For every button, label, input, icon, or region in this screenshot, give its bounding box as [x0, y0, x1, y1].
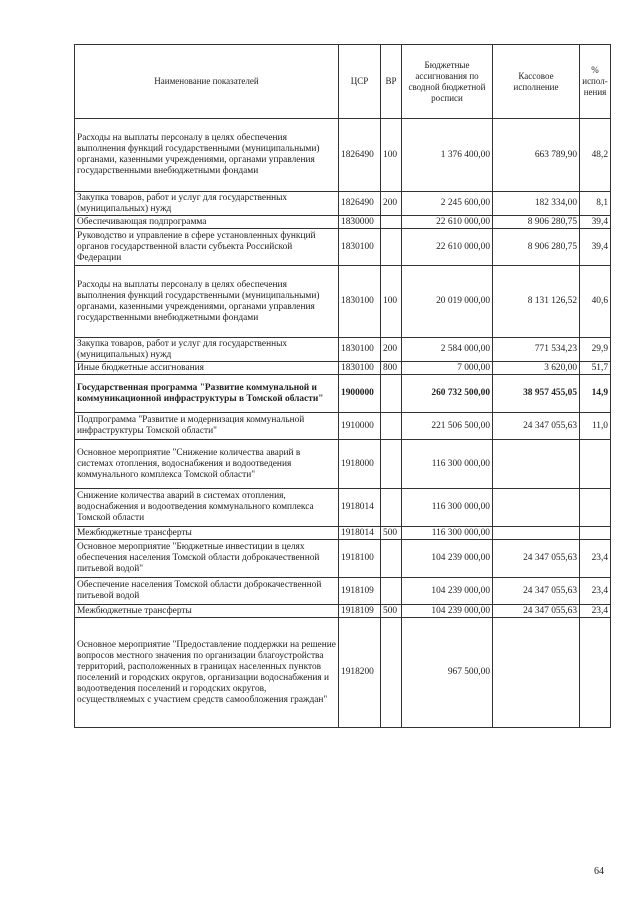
row-percent	[580, 618, 611, 728]
row-cash: 24 347 055,63	[493, 413, 580, 440]
table-row	[75, 413, 611, 440]
table-row	[75, 266, 611, 338]
row-percent: 23,4	[580, 605, 611, 618]
row-cash: 24 347 055,63	[493, 578, 580, 605]
table-row	[75, 489, 611, 527]
row-budget: 967 500,00	[402, 618, 493, 728]
row-cash: 771 534,23	[493, 338, 580, 362]
row-budget: 2 584 000,00	[402, 338, 493, 362]
table-row	[75, 338, 611, 362]
row-csr: 1918109	[339, 605, 381, 618]
row-budget: 116 300 000,00	[402, 527, 493, 540]
row-name: Межбюджетные трансферты	[75, 527, 339, 540]
row-name: Расходы на выплаты персоналу в целях обеспечения выполнения функций государственными (муниципальными) органами, казенными учреждениями, органами управления государственными внебюджетными фондами	[75, 266, 339, 338]
table-row	[75, 229, 611, 266]
row-csr: 1830000	[339, 216, 381, 229]
table-row	[75, 440, 611, 489]
table-row	[75, 362, 611, 375]
row-name: Иные бюджетные ассигнования	[75, 362, 339, 375]
row-vr: 100	[381, 266, 402, 338]
row-cash: 8 131 126,52	[493, 266, 580, 338]
header-cash: Кассовое исполнение	[493, 45, 580, 119]
row-percent	[580, 527, 611, 540]
row-name: Обеспечение населения Томской области доброкачественной питьевой водой	[75, 578, 339, 605]
row-name: Основное мероприятие "Предоставление поддержки на решение вопросов местного значения по организации благоустройства территорий, расположенных в границах населенных пунктов поселений и городских округов, организации водоснабжения и водоотведения поселений и городских округов, осуществляемых с участием средств самообложения граждан"	[75, 618, 339, 728]
row-vr	[381, 618, 402, 728]
row-percent: 29,9	[580, 338, 611, 362]
row-vr	[381, 375, 402, 413]
row-budget: 116 300 000,00	[402, 489, 493, 527]
table-row	[75, 540, 611, 578]
row-percent: 11,0	[580, 413, 611, 440]
row-cash	[493, 618, 580, 728]
row-vr: 200	[381, 192, 402, 216]
row-cash: 24 347 055,63	[493, 605, 580, 618]
row-csr: 1826490	[339, 119, 381, 192]
table-row	[75, 375, 611, 413]
budget-execution-table	[74, 44, 611, 728]
row-vr	[381, 489, 402, 527]
row-vr: 100	[381, 119, 402, 192]
row-budget: 1 376 400,00	[402, 119, 493, 192]
row-csr: 1830100	[339, 266, 381, 338]
row-percent: 39,4	[580, 229, 611, 266]
row-percent: 23,4	[580, 578, 611, 605]
row-cash: 663 789,90	[493, 119, 580, 192]
row-percent: 40,6	[580, 266, 611, 338]
header-csr: ЦСР	[339, 45, 381, 119]
row-vr: 800	[381, 362, 402, 375]
table-row	[75, 527, 611, 540]
table-row	[75, 578, 611, 605]
row-cash: 182 334,00	[493, 192, 580, 216]
row-csr: 1900000	[339, 375, 381, 413]
row-csr: 1830100	[339, 338, 381, 362]
row-budget: 2 245 600,00	[402, 192, 493, 216]
row-budget: 116 300 000,00	[402, 440, 493, 489]
row-vr	[381, 578, 402, 605]
row-name: Основное мероприятие "Снижение количества аварий в системах отопления, водоснабжения и водоотведения коммунального комплекса Томской области"	[75, 440, 339, 489]
row-cash	[493, 440, 580, 489]
row-budget: 104 239 000,00	[402, 578, 493, 605]
row-csr: 1918014	[339, 527, 381, 540]
row-vr	[381, 216, 402, 229]
row-csr: 1918000	[339, 440, 381, 489]
row-csr: 1918109	[339, 578, 381, 605]
row-cash: 38 957 455,05	[493, 375, 580, 413]
header-percent: % испол-нения	[580, 45, 611, 119]
row-budget: 104 239 000,00	[402, 540, 493, 578]
row-name: Закупка товаров, работ и услуг для государственных (муниципальных) нужд	[75, 192, 339, 216]
header-budget: Бюджетные ассигнования по сводной бюджетной росписи	[402, 45, 493, 119]
row-percent: 8,1	[580, 192, 611, 216]
row-name: Подпрограмма "Развитие и модернизация коммунальной инфраструктуры Томской области"	[75, 413, 339, 440]
table-row	[75, 605, 611, 618]
table-header-row	[75, 45, 611, 119]
row-csr: 1830100	[339, 362, 381, 375]
row-name: Снижение количества аварий в системах отопления, водоснабжения и водоотведения коммунального комплекса Томской области	[75, 489, 339, 527]
row-vr	[381, 440, 402, 489]
row-name: Руководство и управление в сфере установленных функций органов государственной власти субъекта Российской Федерации	[75, 229, 339, 266]
row-percent: 14,9	[580, 375, 611, 413]
page-number: 64	[594, 866, 604, 877]
row-vr: 500	[381, 527, 402, 540]
row-name: Расходы на выплаты персоналу в целях обеспечения выполнения функций государственными (муниципальными) органами, казенными учреждениями, органами управления государственными внебюджетными фондами	[75, 119, 339, 192]
row-percent	[580, 489, 611, 527]
row-name: Межбюджетные трансферты	[75, 605, 339, 618]
row-percent	[580, 440, 611, 489]
row-name: Обеспечивающая подпрограмма	[75, 216, 339, 229]
row-vr: 500	[381, 605, 402, 618]
row-cash: 8 906 280,75	[493, 229, 580, 266]
row-name: Основное мероприятие "Бюджетные инвестиции в целях обеспечения населения Томской области доброкачественной питьевой водой"	[75, 540, 339, 578]
row-vr	[381, 229, 402, 266]
row-vr	[381, 540, 402, 578]
row-percent: 39,4	[580, 216, 611, 229]
row-budget: 260 732 500,00	[402, 375, 493, 413]
row-cash: 3 620,00	[493, 362, 580, 375]
row-vr	[381, 413, 402, 440]
row-csr: 1830100	[339, 229, 381, 266]
header-name: Наименование показателей	[75, 45, 339, 119]
table-row	[75, 216, 611, 229]
row-budget: 20 019 000,00	[402, 266, 493, 338]
row-cash: 24 347 055,63	[493, 540, 580, 578]
row-cash	[493, 527, 580, 540]
row-name: Закупка товаров, работ и услуг для государственных (муниципальных) нужд	[75, 338, 339, 362]
row-cash: 8 906 280,75	[493, 216, 580, 229]
row-name: Государственная программа "Развитие коммунальной и коммуникационной инфраструктуры в Томской области"	[75, 375, 339, 413]
row-vr: 200	[381, 338, 402, 362]
row-budget: 22 610 000,00	[402, 229, 493, 266]
row-budget: 221 506 500,00	[402, 413, 493, 440]
row-percent: 23,4	[580, 540, 611, 578]
table-row	[75, 192, 611, 216]
row-budget: 22 610 000,00	[402, 216, 493, 229]
row-csr: 1910000	[339, 413, 381, 440]
row-budget: 7 000,00	[402, 362, 493, 375]
row-csr: 1826490	[339, 192, 381, 216]
row-csr: 1918200	[339, 618, 381, 728]
row-percent: 48,2	[580, 119, 611, 192]
table-row	[75, 119, 611, 192]
row-percent: 51,7	[580, 362, 611, 375]
header-vr: ВР	[381, 45, 402, 119]
row-budget: 104 239 000,00	[402, 605, 493, 618]
row-csr: 1918014	[339, 489, 381, 527]
row-csr: 1918100	[339, 540, 381, 578]
row-cash	[493, 489, 580, 527]
table-row	[75, 618, 611, 728]
